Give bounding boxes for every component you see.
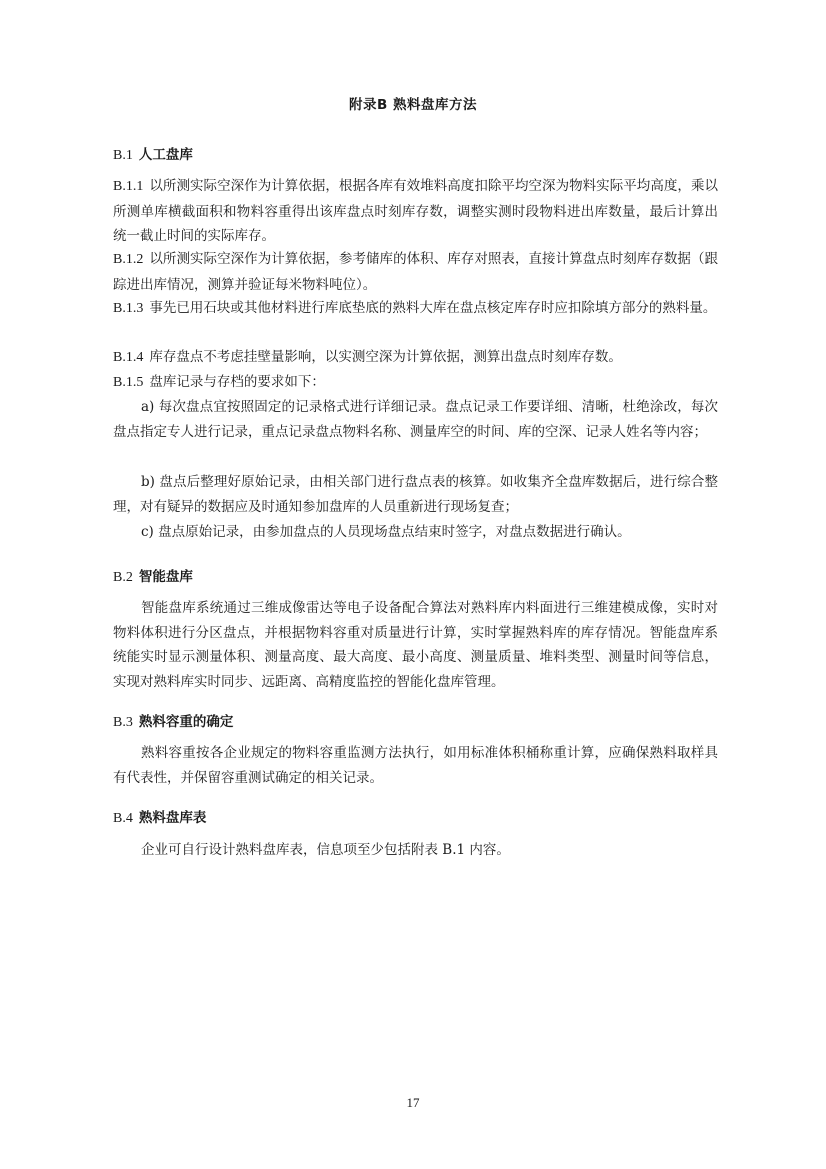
clause-b-1-1 <box>113 174 718 249</box>
section-number: B.4 <box>113 811 133 826</box>
clause-text: 事先已用石块或其他材料进行库底垫底的熟料大库在盘点核定库存时应扣除填方部分的熟料量。 <box>149 300 717 316</box>
section-number: B.3 <box>113 715 133 730</box>
section-title: 智能盘库 <box>138 569 193 585</box>
section-heading-b1 <box>113 143 193 164</box>
clause-number: B.1.5 <box>113 375 144 390</box>
list-item-b: b) 盘点后整理好原始记录，由相关部门进行盘点表的核算。如收集齐全盘库数据后，进行综合整理，对有疑异的数据应及时通知参加盘库的人员重新进行现场复查； <box>113 474 718 515</box>
paragraph-b4: 企业可自行设计熟料盘库表，信息项至少包括附表 B.1 内容。 <box>141 842 510 858</box>
clause-b-1-2 <box>113 247 718 297</box>
section-number: B.1 <box>113 148 133 163</box>
clause-b-1-5 <box>113 370 718 396</box>
clause-text: 以所测实际空深作为计算依据，根据各库有效堆料高度扣除平均空深为物料实际平均高度，乘以所测单库横截面积和物料容重得出该库盘点时刻库存数，调整实测时段物料进出库数量，最后计算出统一截止时间的实际库存。 <box>113 178 718 244</box>
section-heading-b2 <box>113 565 193 586</box>
paragraph-b3: 熟料容重按各企业规定的物料容重监测方法执行，如用标准体积桶称重计算，应确保熟料取样具有代表性，并保留容重测试确定的相关记录。 <box>113 745 718 786</box>
section-title: 人工盘库 <box>138 147 193 163</box>
list-item-c: c) 盘点原始记录，由参加盘点的人员现场盘点结束时签字，对盘点数据进行确认。 <box>141 524 631 540</box>
clause-number: B.1.4 <box>113 350 144 365</box>
clause-number: B.1.2 <box>113 252 144 267</box>
page-number: 17 <box>406 1095 420 1110</box>
section-title: 熟料盘库表 <box>138 810 207 826</box>
clause-text: 盘库记录与存档的要求如下： <box>149 374 325 390</box>
clause-number: B.1.1 <box>113 179 144 194</box>
clause-number: B.1.3 <box>113 301 144 316</box>
section-heading-b4 <box>113 806 206 827</box>
clause-b-1-4 <box>113 345 718 371</box>
paragraph-b2: 智能盘库系统通过三维成像雷达等电子设备配合算法对熟料库内料面进行三维建模成像，实时对物料体积进行分区盘点，并根据物料容重对质量进行计算，实时掌握熟料库的库存情况。智能盘库系统能实时显示测量体积、测量高度、最大高度、最小高度、测量质量、堆料类型、测量时间等信息，实现对熟料库实时同步、远距离、高精度监控的智能化盘库管理。 <box>113 600 718 690</box>
clause-text: 库存盘点不考虑挂壁量影响，以实测空深为计算依据，测算出盘点时刻库存数。 <box>149 349 622 365</box>
clause-b-1-3 <box>113 296 718 322</box>
appendix-title: 附录B 熟料盘库方法 <box>349 97 477 113</box>
section-number: B.2 <box>113 570 133 585</box>
section-heading-b3 <box>113 710 233 731</box>
clause-text: 以所测实际空深作为计算依据，参考储库的体积、库存对照表，直接计算盘点时刻库存数据（跟踪进出库情况，测算并验证每米物料吨位）。 <box>113 251 718 293</box>
list-item-a: a) 每次盘点宜按照固定的记录格式进行详细记录。盘点记录工作要详细、清晰，杜绝涂改，每次盘点指定专人进行记录，重点记录盘点物料名称、测量库空的时间、库的空深、记录人姓名等内容； <box>113 399 718 440</box>
section-title: 熟料容重的确定 <box>138 714 234 730</box>
